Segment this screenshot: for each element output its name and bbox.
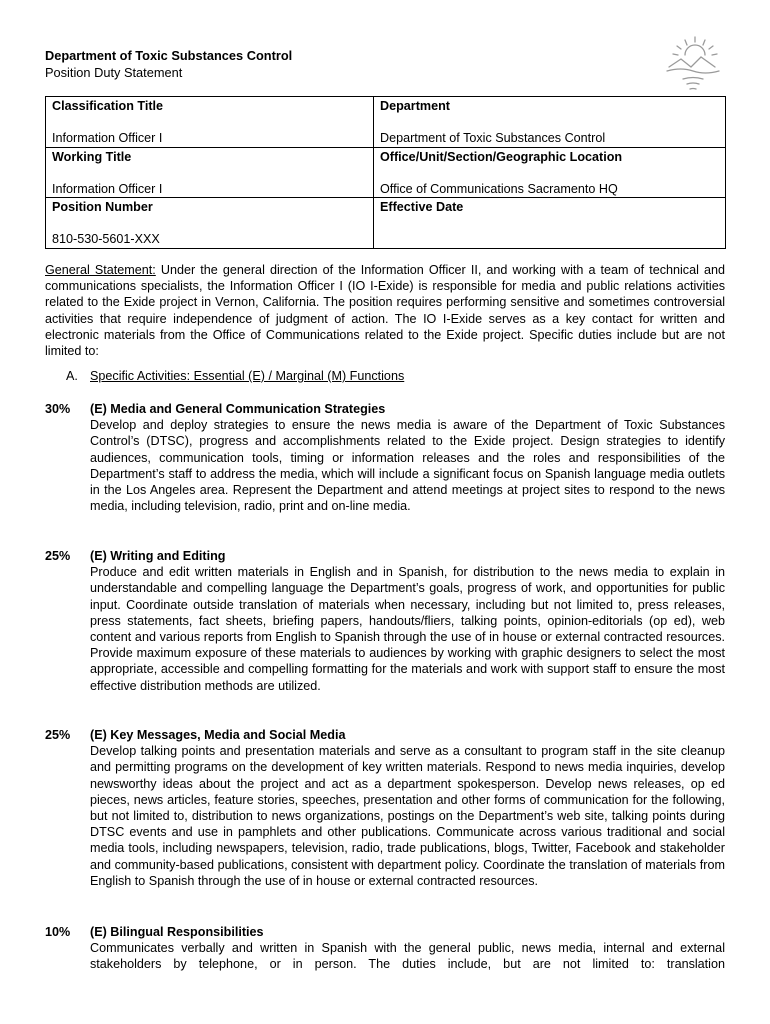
duty-text: Develop talking points and presentation materials and serve as a consultant to program staff in the site cleanup and permitting programs on the development of key written materials. Respond to news media inquiries, develop newsworthy ideas about the project and act as a department spokesperson. Develop news releases, op ed pieces, news articles, feature stories, speeches, presentation and other forms of communication for the following, but not limited to, distribution to news organizations, postings on the Department’s web site, talking points during DTSC events and use in pamphlets and other publications. Communicate across various traditional and social media tools, including newspapers, television, radio, trade publications, blogs, Twitter, Facebook and stakeholder and community-based publications, consistent with department policy. Coordinate the translation of materials from English to Spanish through the use of in house or external contracted resources. bbox=[90, 744, 725, 888]
duty-title: (E) Key Messages, Media and Social Media bbox=[90, 728, 346, 742]
field-label: Classification Title bbox=[52, 99, 164, 113]
table-row bbox=[46, 97, 726, 148]
section-title: Specific Activities: Essential (E) / Marginal (M) Functions bbox=[90, 369, 405, 383]
duty-percent: 10% bbox=[45, 925, 71, 939]
field-label: Effective Date bbox=[380, 200, 464, 214]
table-row bbox=[46, 147, 726, 198]
duty-title: (E) Bilingual Responsibilities bbox=[90, 925, 264, 939]
effective-date-cell bbox=[374, 198, 726, 249]
duty-item bbox=[45, 401, 725, 514]
duty-percent: 25% bbox=[45, 728, 71, 742]
duty-percent: 30% bbox=[45, 402, 71, 416]
department-name: Department of Toxic Substances Control bbox=[45, 48, 293, 63]
specific-activities-heading bbox=[66, 368, 404, 384]
position-info-table bbox=[45, 96, 726, 249]
duty-percent: 25% bbox=[45, 549, 71, 563]
classification-title-cell bbox=[46, 97, 374, 148]
field-value: Information Officer I bbox=[52, 181, 163, 196]
general-statement bbox=[45, 262, 725, 359]
duty-text: Produce and edit written materials in English and in Spanish, for distribution to the news media to explain in understandable and compelling language the Department’s goals, progress of work, and opportunities for public input. Coordinate outside translation of materials when necessary, including but not limited to, press releases, press statements, fact sheets, briefing papers, handouts/fliers, talking points, opinion-editorials (op ed), web content and various reports from English to Spanish through the use of in house or external contracted resources. Provide maximum exposure of these materials to audiences by working with graphic designers to select the most appropriate, accessible and compelling formatting for the materials and work with support staff to ensure the most effective distribution methods are utilized. bbox=[90, 565, 725, 693]
duty-text: Communicates verbally and written in Spanish with the general public, news media, internal and external stakeholders by telephone, or in person. The duties include, but are not limited to: translation bbox=[90, 941, 725, 972]
duty-text: Develop and deploy strategies to ensure the news media is aware of the Department of Toxic Substances Control’s (DTSC), progress and accomplishments related to the Exide project. Design strategies to identify audiences, communication tools, timing or information releases and the roles and responsibilities of the Department’s staff to address the media, which will include a significant focus on Spanish language media outlets in the Los Angeles area. Represent the Department and attend meetings at project sites to respond to the news media, including television, radio, print and on-line media. bbox=[90, 418, 725, 514]
field-label: Working Title bbox=[52, 149, 132, 164]
duty-item bbox=[45, 548, 725, 694]
field-value: 810-530-5601-XXX bbox=[52, 232, 160, 246]
duty-title: (E) Media and General Communication Strategies bbox=[90, 402, 386, 416]
field-label: Office/Unit/Section/Geographic Location bbox=[380, 149, 623, 164]
position-number-cell bbox=[46, 198, 374, 249]
field-value: Department of Toxic Substances Control bbox=[380, 131, 606, 145]
general-statement-label: General Statement: bbox=[45, 263, 156, 277]
field-value: Information Officer I bbox=[52, 131, 163, 145]
document-subtitle: Position Duty Statement bbox=[45, 65, 183, 81]
field-label: Position Number bbox=[52, 200, 153, 214]
duty-item bbox=[45, 727, 725, 889]
working-title-cell bbox=[46, 147, 374, 198]
duty-title: (E) Writing and Editing bbox=[90, 549, 226, 563]
duty-item bbox=[45, 924, 725, 973]
general-statement-text: Under the general direction of the Information Officer II, and working with a team of technical and communications specialists, the Information Officer I (IO I-Exide) is responsible for media and public relations activities related to the Exide project in Vernon, California. The position requires performing sensitive and sometimes controversial activities that require independence of judgment of action. The IO I-Exide serves as a key contact for written and electronic materials from the Office of Communications related to the Exide project. Specific duties include but are not limited to: bbox=[45, 263, 725, 359]
field-label: Department bbox=[380, 99, 450, 113]
field-value: Office of Communications Sacramento HQ bbox=[380, 181, 618, 196]
section-letter: A. bbox=[66, 369, 78, 383]
location-cell bbox=[374, 147, 726, 198]
department-cell bbox=[374, 97, 726, 148]
document-header bbox=[45, 48, 292, 81]
dtsc-logo-icon bbox=[663, 33, 723, 97]
table-row bbox=[46, 198, 726, 249]
